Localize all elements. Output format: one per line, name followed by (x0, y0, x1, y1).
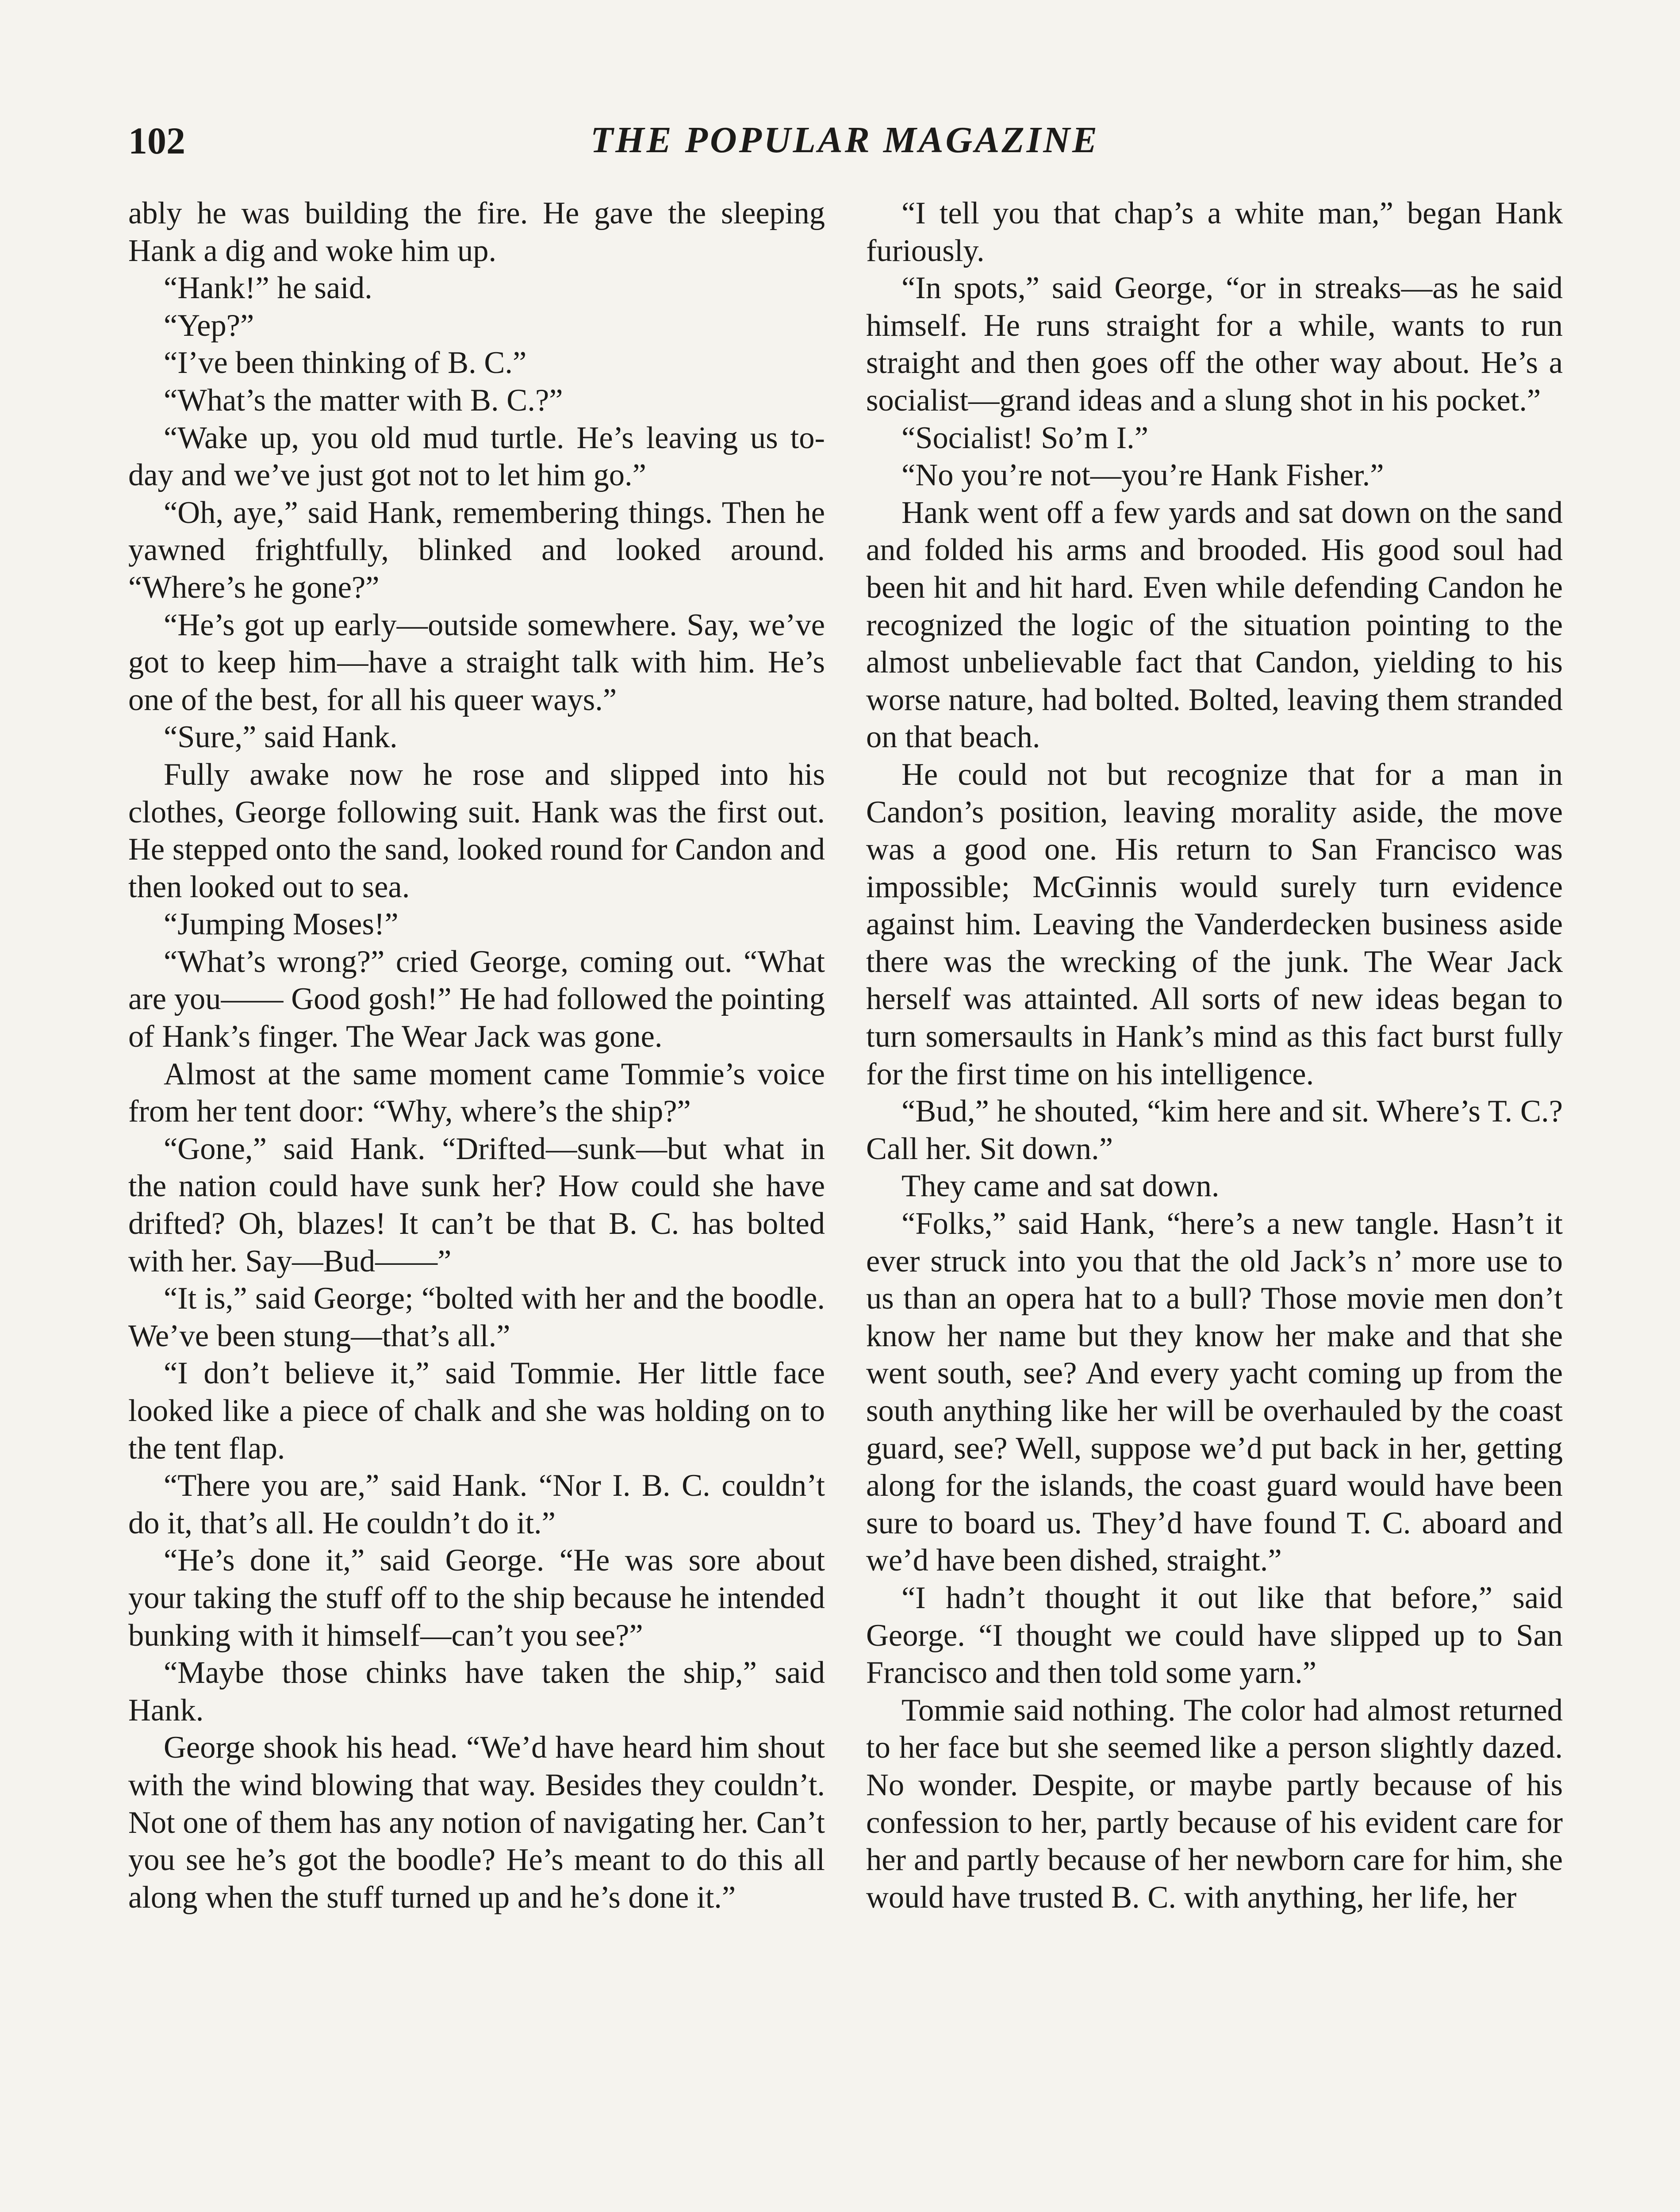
paragraph: “Oh, aye,” said Hank, remembering things. Then he yawned frightfully, blinked and looked around. “Where’s he gone?” (128, 495, 825, 605)
page-header (128, 119, 1561, 167)
paragraph: “Gone,” said Hank. “Drifted—sunk—but what in the nation could have sunk her? How could she have drifted? Oh, blazes! It can’t be that B. C. has bolted with her. Say—Bud——” (128, 1131, 825, 1279)
paragraph: Almost at the same moment came Tommie’s voice from her tent door: “Why, where’s the ship?” (128, 1056, 825, 1129)
paragraph: “He’s got up early—outside somewhere. Say, we’ve got to keep him—have a straight talk with him. He’s one of the best, for all his queer ways.” (128, 607, 825, 717)
paragraph: Fully awake now he rose and slipped into his clothes, George following suit. Hank was the first out. He stepped onto the sand, looked round for Candon and then looked out to sea. (128, 757, 825, 904)
paragraph: “Yep?” (164, 308, 254, 343)
paragraph: “What’s the matter with B. C.?” (164, 383, 563, 418)
right-column (866, 195, 1563, 1916)
paragraph: “There you are,” said Hank. “Nor I. B. C. couldn’t do it, that’s all. He couldn’t do it.” (128, 1468, 825, 1540)
paragraph: “Wake up, you old mud turtle. He’s leaving us to-day and we’ve just got not to let him go.” (128, 420, 825, 493)
paragraph: “What’s wrong?” cried George, coming out. “What are you—— Good gosh!” He had followed the pointing of Hank’s finger. The Wear Jack was gone. (128, 944, 825, 1054)
left-column (128, 195, 825, 1916)
paragraph: “I’ve been thinking of B. C.” (164, 346, 527, 380)
paragraph: “In spots,” said George, “or in streaks—as he said himself. He runs straight for a while, wants to run straight and then goes off the other way about. He’s a socialist—grand ideas and a slung shot in his pocket.” (866, 271, 1563, 418)
paragraph: “Sure,” said Hank. (164, 720, 398, 755)
paragraph: They came and sat down. (901, 1169, 1220, 1204)
paragraph: “Jumping Moses!” (164, 907, 399, 942)
paragraph: Tommie said nothing. The color had almost returned to her face but she seemed like a person slightly dazed. No wonder. Despite, or maybe partly because of his confession to her, partly because of his evident care for her and partly because of her newborn care for him, she would have trusted B. C. with anything, her life, her (866, 1693, 1563, 1915)
paragraph: Hank went off a few yards and sat down on the sand and folded his arms and brooded. His good soul had been hit and hit hard. Even while defending Candon he recognized the logic of the situation pointing to the almost unbelievable fact that Candon, yielding to his worse nature, had bolted. Bolted, leaving them stranded on that beach. (866, 495, 1563, 755)
paragraph: “I hadn’t thought it out like that before,” said George. “I thought we could have slipped up to San Francisco and then told some yarn.” (866, 1580, 1563, 1690)
paragraph: “Bud,” he shouted, “kim here and sit. Where’s T. C.? Call her. Sit down.” (866, 1094, 1563, 1166)
paragraph: “He’s done it,” said George. “He was sore about your taking the stuff off to the ship because he intended bunking with it himself—can’t you see?” (128, 1543, 825, 1653)
paragraph: “Socialist! So’m I.” (901, 420, 1149, 455)
paragraph: George shook his head. “We’d have heard him shout with the wind blowing that way. Besides they couldn’t. Not one of them has any notion of navigating her. Can’t you see he’s got the boodle? He’s meant to do this all along when the stuff turned up and he’s done it.” (128, 1730, 825, 1915)
paragraph: “Hank!” he said. (164, 271, 372, 306)
paragraph: “Maybe those chinks have taken the ship,” said Hank. (128, 1655, 825, 1728)
paragraph: “I don’t believe it,” said Tommie. Her little face looked like a piece of chalk and she was holding on to the tent flap. (128, 1356, 825, 1466)
paragraph: “Folks,” said Hank, “here’s a new tangle. Hasn’t it ever struck into you that the old Jack’s n’ more use to us than an opera hat to a bull? Those movie men don’t know her name but they know her make and that she went south, see? And every yacht coming up from the south anything like her will be overhauled by the coast guard, see? Well, suppose we’d put back in her, getting along for the islands, the coast guard would have been sure to board us. They’d have found T. C. aboard and we’d have been dished, straight.” (866, 1206, 1563, 1578)
page-number: 102 (128, 119, 185, 162)
running-title: THE POPULAR MAGAZINE (590, 119, 1100, 161)
paragraph: ably he was building the fire. He gave the sleeping Hank a dig and woke him up. (128, 196, 825, 268)
paragraph: “It is,” said George; “bolted with her and the boodle. We’ve been stung—that’s all.” (128, 1281, 825, 1353)
paragraph: He could not but recognize that for a man in Candon’s position, leaving morality aside, the move was a good one. His return to San Francisco was impossible; McGinnis would surely turn evidence against him. Leaving the Vanderdecken business aside there was the wrecking of the junk. The Wear Jack herself was attainted. All sorts of new ideas began to turn somersaults in Hank’s mind as this fact burst fully for the first time on his intelligence. (866, 757, 1563, 1091)
paragraph: “I tell you that chap’s a white man,” began Hank furiously. (866, 196, 1563, 268)
paragraph: “No you’re not—you’re Hank Fisher.” (901, 458, 1384, 493)
